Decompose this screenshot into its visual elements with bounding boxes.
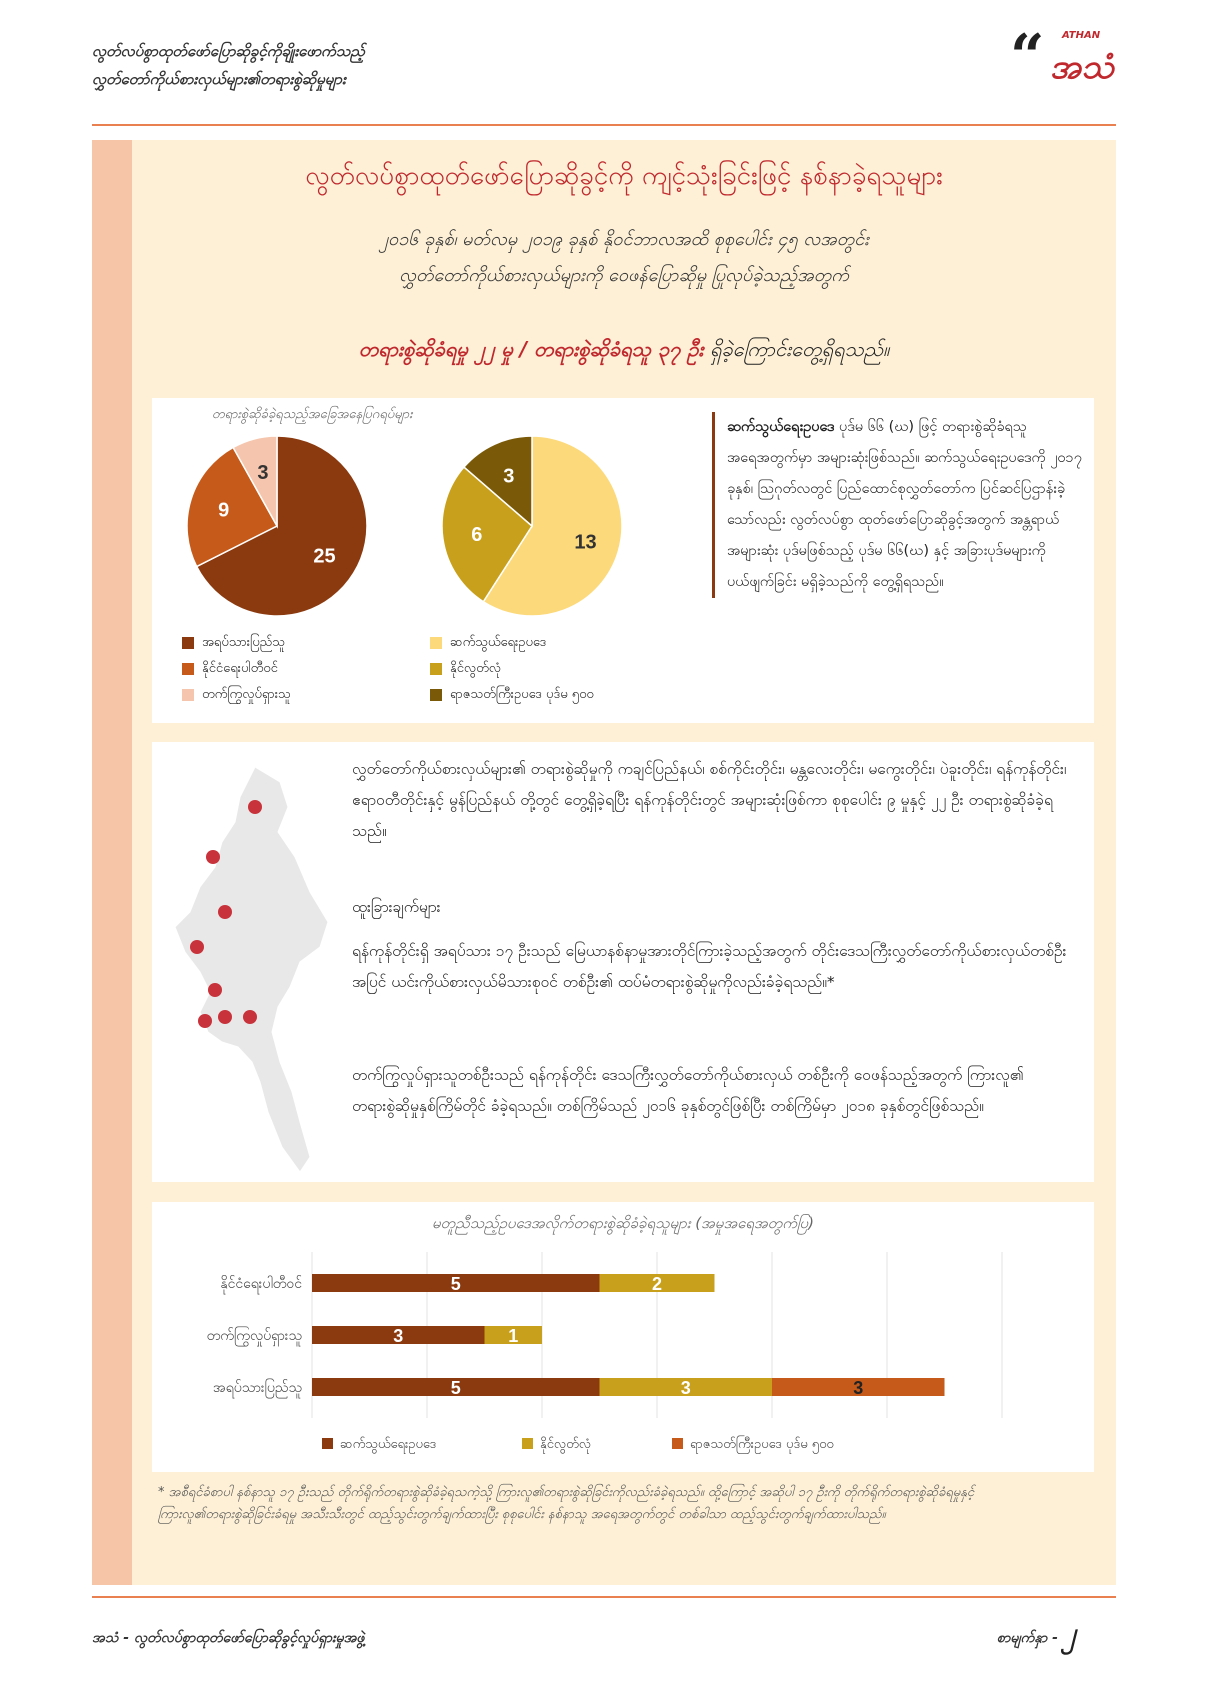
category-label: အရပ်သားပြည်သူ (212, 1380, 302, 1396)
legend-label: ဆက်သွယ်ရေးဥပဒေ (340, 1437, 437, 1452)
map-location-dot (206, 850, 220, 864)
pie-slice-label: 3 (257, 462, 269, 485)
bar-chart (152, 1242, 1094, 1472)
law-note (712, 412, 1087, 598)
map-location-dot (243, 1010, 257, 1024)
footer-page-number: ၂ (1062, 1616, 1076, 1649)
legend-item (430, 630, 700, 656)
sidebar-stripe (92, 140, 132, 1585)
law-note-bold: ဆက်သွယ်ရေးဥပဒေ (727, 419, 835, 435)
map-location-dot (198, 1014, 212, 1028)
legend-label: တက်ကြွလှုပ်ရှားသူ (202, 686, 291, 702)
bar-value-label: 3 (680, 1378, 691, 1398)
legend-swatch (430, 689, 442, 701)
legend-label: နိုင်လွတ်လုံ (450, 660, 501, 676)
pie-section (152, 398, 1094, 723)
logo-script: အသံ (1050, 47, 1115, 87)
legend-label: ရာဇသတ်ကြီးဥပဒေ ပုဒ်မ ၅၀၀ (690, 1437, 834, 1452)
pie-caption: တရားစွဲဆိုခံခဲ့ရသည့်အခြေအနေပြဂရပ်များ (212, 407, 413, 422)
legend-label: အရပ်သားပြည်သူ (202, 634, 285, 650)
bar-value-label: 5 (450, 1274, 461, 1294)
subtitle-2: လွှတ်တော်ကိုယ်စားလှယ်များကို ဝေဖန်ပြောဆိုမှု ပြုလုပ်ခဲ့သည့်အတွက် (399, 265, 849, 286)
legend-swatch (182, 663, 194, 675)
myanmar-map (160, 762, 335, 1182)
legend-item (182, 656, 402, 682)
header-line-2: လွှတ်တော်ကိုယ်စားလှယ်များ၏တရားစွဲဆိုမှုများ (92, 70, 346, 88)
pie-left (187, 436, 367, 616)
legend-swatch (522, 1438, 533, 1449)
footer-org: အသံ - လွတ်လပ်စွာထုတ်ဖော်ပြောဆိုခွင့်လှုပ်ရှားမှုအဖွဲ့ (92, 1630, 365, 1646)
map-shape (175, 767, 328, 1172)
law-note-text: ပုဒ်မ ၆၆ (ဃ) ဖြင့် တရားစွဲဆိုခံရသူ အရေအတွက်မှာ အများဆုံးဖြစ်သည်။ ဆက်သွယ်ရေးဥပဒေကို ၂၀၁၇ ခုနှစ်၊ ဩဂုတ်လတွင် ပြည်ထောင်စုလွှတ်တော်က ပြင်ဆင်ပြဌာန်းခဲ့သော်လည်း လွတ်လပ်စွာ ထုတ်ဖော်ပြောဆိုခွင့်အတွက် အန္တရာယ်အများဆုံး ပုဒ်မဖြစ်သည့် ပုဒ်မ ၆၆(ဃ) နှင့် အခြားပုဒ်မများကို ပယ်ဖျက်ခြင်း မရှိခဲ့သည်ကို တွေ့ရှိရသည်။ (727, 419, 1082, 590)
map-para-2: ရန်ကုန်တိုင်းရှိ အရပ်သား ၁၇ ဦးသည် မြေယာနစ်နာမှုအားတိုင်ကြားခဲ့သည့်အတွက် တိုင်းဒေသကြီးလွှတ်တော်ကိုယ်စားလှယ်တစ်ဦးအပြင် ယင်းကိုယ်စားလှယ်မိသားစုဝင် တစ်ဦး၏ ထပ်မံတရားစွဲဆိုမှုကိုလည်းခံခဲ့ရသည်။* (352, 942, 1067, 991)
pie-slice-label: 25 (313, 545, 336, 568)
pie-slice-label: 3 (503, 465, 515, 488)
legend-label: ဆက်သွယ်ရေးဥပဒေ (450, 634, 547, 650)
map-location-dot (190, 940, 204, 954)
legend-label: နိုင်ငံရေးပါတီဝင် (202, 660, 278, 676)
bar-value-label: 2 (651, 1274, 663, 1294)
legend-item (430, 682, 700, 708)
footer-rule (92, 1596, 1116, 1598)
pie-slice-label: 13 (574, 531, 597, 554)
subtitle-1: ၂၀၁၆ ခုနှစ်၊ မတ်လမှ ၂၀၁၉ ခုနှစ် နိုဝင်ဘာလအထိ စုစုပေါင်း ၄၅ လအတွင်း (379, 229, 869, 250)
pie-right (442, 436, 622, 616)
legend-swatch (430, 637, 442, 649)
map-location-dot (208, 983, 222, 997)
pie-slice-label: 9 (218, 499, 230, 522)
footer-page-label: စာမျက်နှာ - (996, 1630, 1058, 1646)
highlight-tail: ရှိခဲ့ကြောင်းတွေ့ရှိရသည်။ (709, 337, 890, 361)
page-title: လွတ်လပ်စွာထုတ်ဖော်ပြောဆိုခွင့်ကို ကျင့်သုံးခြင်းဖြင့် နစ်နာခဲ့ရသူများ (305, 161, 943, 191)
bar-chart-title: မတူညီသည့်ဥပဒေအလိုက်တရားစွဲဆိုခံခဲ့ရသူများ (အမှုအရေအတွက်ပြ) (432, 1214, 814, 1232)
footnote: * အစီရင်ခံစာပါ နစ်နာသူ ၁၇ ဦးသည် တိုက်ရိုက်တရားစွဲဆိုခံခဲ့ရသကဲ့သို့ ကြားလူ၏တရားစွဲဆိုခြင်းကိုလည်းခံခဲ့ရသည်။ ထို့ကြောင့် အဆိုပါ ၁၇ ဦးကို တိုက်ရိုက်တရားစွဲဆိုခံရမှုနှင့် ကြားလူ၏တရားစွဲဆိုခြင်းခံရမှု အသီးသီးတွင် ထည့်သွင်းတွက်ချက်ထားပြီး စုစုပေါင်း နစ်နာသူ အရေအတွက်တွင် တစ်ခါသာ ထည့်သွင်းတွက်ချက်ထားပါသည်။ (158, 1485, 975, 1522)
bar-value-label: 3 (853, 1378, 864, 1398)
pie-slice-label: 6 (471, 523, 483, 546)
legend-swatch (672, 1438, 683, 1449)
category-label: နိုင်ငံရေးပါတီဝင် (220, 1276, 302, 1292)
category-label: တက်ကြွလှုပ်ရှားသူ (206, 1328, 302, 1344)
legend-label: ရာဇသတ်ကြီးဥပဒေ ပုဒ်မ ၅၀၀ (450, 686, 594, 702)
header-line-1: လွတ်လပ်စွာထုတ်ဖော်ပြောဆိုခွင့်ကိုချိုးဖောက်သည့် (92, 42, 365, 60)
map-para-1: လွှတ်တော်ကိုယ်စားလှယ်များ၏ တရားစွဲဆိုမှုကို ကချင်ပြည်နယ်၊ စစ်ကိုင်းတိုင်း၊ မန္တလေးတိုင်း၊ မကွေးတိုင်း၊ ပဲခူးတိုင်း၊ ရန်ကုန်တိုင်း၊ ဧရာဝတီတိုင်းနှင့် မွန်ပြည်နယ် တို့တွင် တွေ့ရှိခဲ့ရပြီး ရန်ကုန်တိုင်းတွင် အများဆုံးဖြစ်ကာ စုစုပေါင်း ၉ မှုနှင့် ၂၂ ဦး တရားစွဲဆိုခံခဲ့ရသည်။ (352, 760, 1067, 840)
map-location-dot (218, 1010, 232, 1024)
bar-value-label: 5 (450, 1378, 461, 1398)
map-heading: ထူးခြားချက်များ (352, 898, 441, 916)
logo-text: ATHAN (1062, 30, 1101, 41)
legend-item (430, 656, 700, 682)
map-location-dot (218, 905, 232, 919)
map-section (152, 742, 1094, 1182)
header-rule (92, 124, 1116, 126)
quote-mark-icon: “ (1010, 22, 1045, 92)
athan-logo (1010, 22, 1120, 107)
map-location-dot (248, 800, 262, 814)
legend-item (182, 630, 402, 656)
legend-swatch (322, 1438, 333, 1449)
legend-label: နိုင်လွတ်လုံ (540, 1437, 591, 1452)
legend-item (182, 682, 402, 708)
legend-swatch (182, 637, 194, 649)
pie-left-legend (182, 630, 402, 708)
map-para-3: တက်ကြွလှုပ်ရှားသူတစ်ဦးသည် ရန်ကုန်တိုင်း ဒေသကြီးလွှတ်တော်ကိုယ်စားလှယ် တစ်ဦးကို ဝေဖန်သည့်အတွက် ကြားလူ၏ တရားစွဲဆိုမှုနှစ်ကြိမ်တိုင် ခံခဲ့ရသည်။ တစ်ကြိမ်သည် ၂၀၁၆ ခုနှစ်တွင်ဖြစ်ပြီး တစ်ကြိမ်မှာ ၂၀၁၈ ခုနှစ်တွင်ဖြစ်သည်။ (352, 1066, 1024, 1115)
bar-value-label: 3 (393, 1326, 404, 1346)
legend-swatch (182, 689, 194, 701)
pie-charts (152, 426, 712, 626)
pie-right-legend (430, 630, 700, 708)
legend-swatch (430, 663, 442, 675)
highlight-line (132, 336, 1116, 366)
highlight-counts: တရားစွဲဆိုခံရမှု ၂၂ မှု / တရားစွဲဆိုခံရသူ ၃၇ ဦး (358, 337, 704, 361)
bar-value-label: 1 (508, 1326, 519, 1346)
bar-chart-section (152, 1202, 1094, 1472)
